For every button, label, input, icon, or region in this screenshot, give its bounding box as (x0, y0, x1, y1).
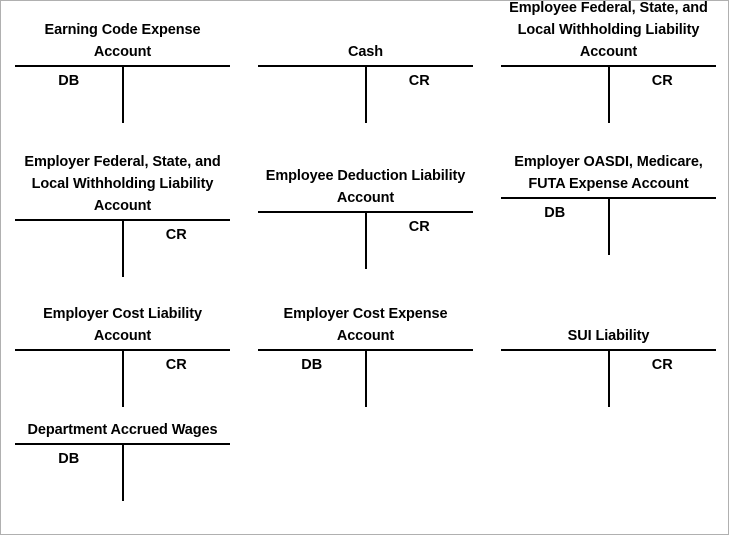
t-account-body (258, 65, 473, 123)
t-account-cell (244, 1, 487, 141)
t-account-body (501, 65, 716, 123)
t-account-debit-entry: DB (301, 357, 323, 373)
t-account-grid (1, 1, 729, 536)
t-account-title: Employer OASDI, Medicare, FUTA Expense Account (514, 154, 703, 192)
t-account-body (501, 349, 716, 407)
t-account-body (15, 219, 230, 277)
t-account-cell (487, 288, 729, 405)
t-account-body (258, 349, 473, 407)
t-account-cash (258, 41, 473, 123)
t-account-employer-cost-expense-account (258, 303, 473, 407)
t-account-cell (487, 1, 729, 141)
t-account-body (501, 197, 716, 255)
t-account-title: Cash (347, 44, 384, 60)
t-account-cell (1, 405, 244, 536)
t-account-title: Employee Deduction Liability Account (265, 168, 466, 206)
t-account-cell (244, 288, 487, 405)
t-account-employer-oasdi-medicare-futa-expense-account (501, 151, 716, 255)
t-account-sui-liability (501, 325, 716, 407)
t-account-cell (1, 288, 244, 405)
t-account-title: Employee Federal, State, and Local Withholding Liability Account (509, 0, 708, 60)
t-account-employee-deduction-liability-account (258, 165, 473, 269)
t-account-employee-withholding-liability-account (501, 0, 716, 123)
t-account-debit-entry: DB (58, 451, 80, 467)
t-account-body (15, 65, 230, 123)
t-account-credit-entry: CR (651, 357, 673, 373)
t-account-body (15, 349, 230, 407)
t-account-title: Earning Code Expense Account (44, 22, 201, 60)
t-account-title: Employer Federal, State, and Local Withholding Liability Account (24, 154, 221, 214)
t-account-title: SUI Liability (567, 328, 650, 344)
t-account-credit-entry: CR (651, 73, 673, 89)
t-account-employer-cost-liability-account (15, 303, 230, 407)
t-account-department-accrued-wages (15, 419, 230, 501)
t-account-debit-entry: DB (58, 73, 80, 89)
t-account-credit-entry: CR (165, 357, 187, 373)
t-account-credit-entry: CR (408, 73, 430, 89)
t-account-title: Employer Cost Expense Account (283, 306, 448, 344)
t-account-cell (487, 141, 729, 288)
t-account-body (15, 443, 230, 501)
t-account-credit-entry: CR (408, 219, 430, 235)
t-account-credit-entry: CR (165, 227, 187, 243)
t-account-cell (1, 141, 244, 288)
t-account-earning-code-expense-account (15, 19, 230, 123)
t-account-debit-entry: DB (544, 205, 566, 221)
t-account-cell (1, 1, 244, 141)
t-account-title: Department Accrued Wages (27, 422, 218, 438)
t-account-cell (244, 141, 487, 288)
t-account-cell-empty (244, 405, 487, 536)
t-account-employer-withholding-liability-account (15, 151, 230, 277)
t-account-body (258, 211, 473, 269)
t-account-title: Employer Cost Liability Account (43, 306, 202, 344)
t-account-cell-empty (487, 405, 729, 536)
